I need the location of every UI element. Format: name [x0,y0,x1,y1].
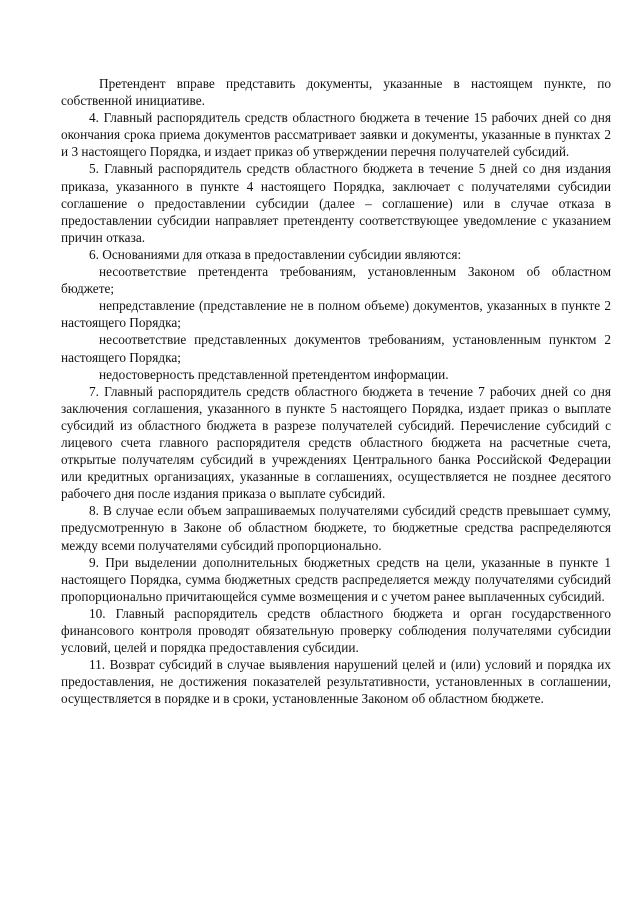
refusal-ground-2: непредставление (представление не в полном объеме) документов, указанных в пункте 2 настоящего Порядка; [61,298,611,331]
paragraph-item-4: 4. Главный распорядитель средств областного бюджета в течение 15 рабочих дней со дня окончания срока приема документов рассматривает заявки и документы, указанные в пунктах 2 и 3 настоящего Порядка, и издает приказ об утверждении перечня получателей субсидий. [61,110,611,160]
paragraph-initiative: Претендент вправе представить документы, указанные в настоящем пункте, по собственной инициативе. [61,76,611,109]
refusal-ground-3: несоответствие представленных документов требованиям, установленным пунктом 2 настоящего Порядка; [61,332,611,365]
paragraph-item-7: 7. Главный распорядитель средств областного бюджета в течение 7 рабочих дней со дня заключения соглашения, указанного в пункте 5 настоящего Порядка, издает приказ о выплате субсидий из областного бюджета в разрезе получателей субсидий. Перечисление субсидий с лицевого счета главного распорядителя средств областного бюджета на расчетные счета, открытые получателям субсидий в учреждениях Центрального банка Российской Федерации или кредитных организациях, указанные в соглашениях, осуществляется не позднее десятого рабочего дня после издания приказа о выплате субсидий. [61,383,611,502]
paragraph-item-11: 11. Возврат субсидий в случае выявления нарушений целей и (или) условий и порядка их предоставления, не достижения показателей результативности, установленных в соглашении, осуществляется в порядке и в сроки, установленные Законом об областном бюджете. [61,657,611,707]
paragraph-item-10: 10. Главный распорядитель средств областного бюджета и орган государственного финансового контроля проводят обязательную проверку соблюдения получателями субсидии условий, целей и порядка предоставления субсидии. [61,605,611,656]
document-body [61,75,611,707]
refusal-ground-4: недостоверность представленной претендентом информации. [99,366,449,382]
paragraph-item-8: 8. В случае если объем запрашиваемых получателями субсидий средств превышает сумму, предусмотренную в Законе об областном бюджете, то бюджетные средства распределяются между всеми получателями субсидий пропорционально. [61,503,611,553]
paragraph-item-6: 6. Основаниями для отказа в предоставлении субсидии являются: [89,246,462,262]
refusal-ground-1: несоответствие претендента требованиям, установленным Законом об областном бюджете; [61,264,611,297]
paragraph-item-5: 5. Главный распорядитель средств областного бюджета в течение 5 дней со дня издания приказа, указанного в пункте 4 настоящего Порядка, заключает с получателями субсидии соглашение о предоставлении субсидии (далее – соглашение) или в случае отказа в предоставлении субсидии направляет претенденту соответствующее уведомление с указанием причин отказа. [61,161,611,245]
paragraph-item-9: 9. При выделении дополнительных бюджетных средств на цели, указанные в пункте 1 настоящего Порядка, сумма бюджетных средств распределяется между получателями субсидий пропорционально причитающейся сумме возмещения и с учетом ранее выплаченных субсидий. [61,554,611,604]
